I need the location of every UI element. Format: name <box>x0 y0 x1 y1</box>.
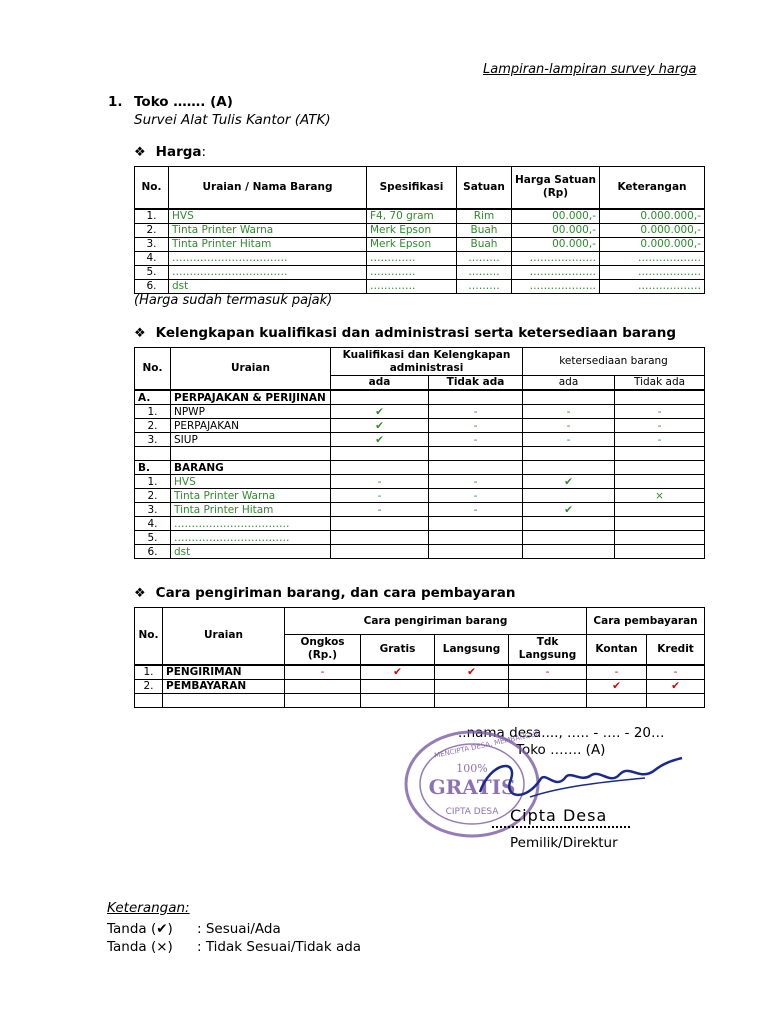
empty-cell <box>647 693 705 707</box>
empty-cell <box>429 447 523 461</box>
sub-header: Gratis <box>361 635 435 665</box>
place-date: ..nama desa...., ….. - …. - 20… <box>458 725 665 741</box>
check-mark: - <box>615 405 705 419</box>
table-row <box>135 665 705 680</box>
check-mark: - <box>615 419 705 433</box>
section-letter: A. <box>135 390 171 405</box>
check-mark: - <box>285 665 361 680</box>
table-row <box>135 405 705 419</box>
item-note: 0.000.000,- <box>600 237 705 251</box>
check-mark: - <box>587 665 647 680</box>
empty-cell <box>331 461 429 475</box>
item-price: ………………. <box>512 265 600 279</box>
pengiriman-table <box>134 607 705 708</box>
keterangan-desc: : Tidak Sesuai/Tidak ada <box>197 939 362 955</box>
table-row <box>135 489 705 503</box>
keterangan-item <box>107 921 281 937</box>
item-unit: ……… <box>457 251 512 265</box>
item-name: …………………………… <box>169 251 367 265</box>
harga-heading <box>134 144 206 160</box>
check-mark: ✔ <box>647 679 705 693</box>
col-header: Keterangan <box>600 167 705 209</box>
section-title: PERPAJAKAN & PERIJINAN <box>171 390 331 405</box>
table-row <box>135 265 705 279</box>
col-header: Harga Satuan (Rp) <box>512 167 600 209</box>
check-mark <box>523 489 615 503</box>
kelengkapan-heading-text: Kelengkapan kualifikasi dan administrasi serta ketersediaan barang <box>155 325 677 341</box>
col-header: Uraian <box>171 348 331 391</box>
item-name: Tinta Printer Warna <box>169 223 367 237</box>
item-name: HVS <box>171 475 331 489</box>
row-number: 3. <box>135 237 169 251</box>
check-mark: ✔ <box>587 679 647 693</box>
item-name: dst <box>171 545 331 559</box>
table-row <box>135 503 705 517</box>
check-mark <box>523 545 615 559</box>
check-mark: - <box>523 405 615 419</box>
sub-header: Ongkos (Rp.) <box>285 635 361 665</box>
row-number: 2. <box>135 679 163 693</box>
table-row <box>135 279 705 293</box>
empty-cell <box>171 447 331 461</box>
check-mark: - <box>523 419 615 433</box>
check-mark <box>509 679 587 693</box>
table-row <box>135 475 705 489</box>
item-name: …………………………… <box>169 265 367 279</box>
empty-cell <box>163 693 285 707</box>
item-name: Tinta Printer Hitam <box>169 237 367 251</box>
check-mark: - <box>647 665 705 680</box>
item-price: 00.000,- <box>512 209 600 224</box>
check-mark: - <box>429 419 523 433</box>
check-mark: ✔ <box>331 433 429 447</box>
harga-heading-text: Harga <box>155 144 202 160</box>
col-header: Uraian / Nama Barang <box>169 167 367 209</box>
check-mark <box>331 531 429 545</box>
check-mark <box>523 531 615 545</box>
table-row <box>135 433 705 447</box>
item-name: Tinta Printer Warna <box>171 489 331 503</box>
stamp-bottom-text: CIPTA DESA <box>445 807 499 817</box>
empty-cell <box>285 693 361 707</box>
col-header: Uraian <box>163 608 285 665</box>
check-mark: - <box>429 489 523 503</box>
table-row <box>135 223 705 237</box>
item-spec: …………. <box>367 265 457 279</box>
check-mark: - <box>429 405 523 419</box>
check-mark <box>429 517 523 531</box>
empty-cell <box>331 447 429 461</box>
check-mark <box>523 517 615 531</box>
item-note: 0.000.000,- <box>600 209 705 224</box>
col-header: Satuan <box>457 167 512 209</box>
item-name: PENGIRIMAN <box>163 665 285 680</box>
toko-title: Toko ……. (A) <box>134 94 233 110</box>
pengiriman-heading-text: Cara pengiriman barang, dan cara pembayaran <box>155 585 516 601</box>
section-title: BARANG <box>171 461 331 475</box>
item-note: ……………… <box>600 251 705 265</box>
check-mark: - <box>331 489 429 503</box>
empty-cell <box>429 390 523 405</box>
keterangan-desc: : Sesuai/Ada <box>197 921 281 937</box>
item-price: ………………. <box>512 279 600 293</box>
handwritten-signature-icon <box>470 752 690 812</box>
empty-cell <box>615 390 705 405</box>
section-row <box>135 461 705 475</box>
empty-cell <box>429 461 523 475</box>
check-mark <box>615 545 705 559</box>
stamp-ring-text: MENCIPTA DESA, MEMBANGUN <box>433 729 542 760</box>
item-unit: Rim <box>457 209 512 224</box>
empty-cell <box>587 693 647 707</box>
item-note: ……………… <box>600 265 705 279</box>
item-name: SIUP <box>171 433 331 447</box>
check-mark: ✔ <box>523 475 615 489</box>
check-mark: ✔ <box>435 665 509 680</box>
item-unit: Buah <box>457 223 512 237</box>
section-row <box>135 390 705 405</box>
col-header: No. <box>135 348 171 391</box>
table-row <box>135 251 705 265</box>
row-number: 1. <box>135 665 163 680</box>
item-note: 0.000.000,- <box>600 223 705 237</box>
keterangan-item <box>107 939 361 955</box>
row-number: 1. <box>135 209 169 224</box>
table-row <box>135 545 705 559</box>
col-header: No. <box>135 608 163 665</box>
item-price: 00.000,- <box>512 223 600 237</box>
sub-header: Tidak ada <box>429 376 523 391</box>
col-header: Kualifikasi dan Kelengkapan administrasi <box>331 348 523 376</box>
table-row <box>135 237 705 251</box>
kelengkapan-heading <box>134 325 676 341</box>
item-spec: …………. <box>367 279 457 293</box>
kelengkapan-table <box>134 347 705 559</box>
col-header: ketersediaan barang <box>523 348 705 376</box>
row-number: 6. <box>135 279 169 293</box>
check-mark: - <box>331 503 429 517</box>
check-mark: - <box>429 503 523 517</box>
row-number: 5. <box>135 531 171 545</box>
item-name: PEMBAYARAN <box>163 679 285 693</box>
check-mark <box>615 475 705 489</box>
row-number: 1. <box>135 405 171 419</box>
check-mark: - <box>615 433 705 447</box>
item-unit: Buah <box>457 237 512 251</box>
table-row <box>135 531 705 545</box>
row-number: 4. <box>135 251 169 265</box>
check-mark: ✔ <box>361 665 435 680</box>
check-mark: ✔ <box>331 405 429 419</box>
table-row <box>135 209 705 224</box>
check-mark <box>435 679 509 693</box>
item-spec: Merk Epson <box>367 237 457 251</box>
check-mark <box>429 545 523 559</box>
item-price: 00.000,- <box>512 237 600 251</box>
toko-subtitle: Survei Alat Tulis Kantor (ATK) <box>134 112 331 128</box>
check-mark <box>331 517 429 531</box>
sub-header: ada <box>523 376 615 391</box>
row-number: 2. <box>135 489 171 503</box>
row-number: 2. <box>135 419 171 433</box>
toko-number: 1. <box>108 94 123 110</box>
stamp-main-text: GRATIS <box>428 775 516 799</box>
keterangan-title: Keterangan: <box>107 900 190 916</box>
item-spec: Merk Epson <box>367 223 457 237</box>
col-header: No. <box>135 167 169 209</box>
keterangan-label: Tanda (✔) <box>107 921 173 937</box>
row-number: 5. <box>135 265 169 279</box>
sub-header: Tdk Langsung <box>509 635 587 665</box>
sub-header: Kontan <box>587 635 647 665</box>
row-number: 1. <box>135 475 171 489</box>
empty-cell <box>509 693 587 707</box>
row-number: 4. <box>135 517 171 531</box>
signer-role: Pemilik/Direktur <box>510 835 618 851</box>
col-header: Cara pengiriman barang <box>285 608 587 635</box>
item-name: Tinta Printer Hitam <box>171 503 331 517</box>
toko-heading <box>108 94 233 110</box>
table-row <box>135 679 705 693</box>
item-name: PERPAJAKAN <box>171 419 331 433</box>
check-mark: - <box>509 665 587 680</box>
check-mark <box>615 517 705 531</box>
check-mark <box>429 531 523 545</box>
empty-cell <box>135 693 163 707</box>
pengiriman-heading <box>134 585 515 601</box>
sub-header: Langsung <box>435 635 509 665</box>
section-letter: B. <box>135 461 171 475</box>
harga-heading-suffix: : <box>201 144 207 160</box>
sub-header: ada <box>331 376 429 391</box>
item-price: ………………. <box>512 251 600 265</box>
empty-cell <box>615 447 705 461</box>
item-unit: ……… <box>457 279 512 293</box>
sub-header: Kredit <box>647 635 705 665</box>
check-mark: ✔ <box>523 503 615 517</box>
item-unit: ……… <box>457 265 512 279</box>
check-mark <box>361 679 435 693</box>
row-number: 2. <box>135 223 169 237</box>
check-mark: - <box>523 433 615 447</box>
item-name: …………………………… <box>171 531 331 545</box>
diamond-bullet-icon: ❖ <box>134 145 146 160</box>
table-row <box>135 517 705 531</box>
empty-cell <box>523 447 615 461</box>
table-row <box>135 419 705 433</box>
check-mark: - <box>331 475 429 489</box>
item-spec: F4, 70 gram <box>367 209 457 224</box>
signature-toko: Toko ……. (A) <box>516 742 606 758</box>
signature-underline <box>492 826 630 828</box>
check-mark: - <box>429 475 523 489</box>
empty-cell <box>615 461 705 475</box>
item-name: dst <box>169 279 367 293</box>
check-mark: - <box>429 433 523 447</box>
empty-cell <box>135 447 171 461</box>
harga-table <box>134 166 705 294</box>
item-note: ……………… <box>600 279 705 293</box>
check-mark <box>615 503 705 517</box>
item-name: NPWP <box>171 405 331 419</box>
spacer-row <box>135 693 705 707</box>
empty-cell <box>331 390 429 405</box>
row-number: 3. <box>135 433 171 447</box>
row-number: 6. <box>135 545 171 559</box>
check-mark <box>615 531 705 545</box>
item-spec: …………. <box>367 251 457 265</box>
diamond-bullet-icon: ❖ <box>134 326 146 341</box>
check-mark <box>285 679 361 693</box>
empty-cell <box>523 390 615 405</box>
empty-cell <box>361 693 435 707</box>
sub-header: Tidak ada <box>615 376 705 391</box>
keterangan-label: Tanda (×) <box>107 939 173 955</box>
col-header: Spesifikasi <box>367 167 457 209</box>
spacer-row <box>135 447 705 461</box>
check-mark: ✔ <box>331 419 429 433</box>
item-name: …………………………… <box>171 517 331 531</box>
col-header: Cara pembayaran <box>587 608 705 635</box>
empty-cell <box>523 461 615 475</box>
harga-note: (Harga sudah termasuk pajak) <box>134 293 333 308</box>
row-number: 3. <box>135 503 171 517</box>
signer-name: Cipta Desa <box>510 806 608 825</box>
check-mark <box>331 545 429 559</box>
diamond-bullet-icon: ❖ <box>134 586 146 601</box>
item-name: HVS <box>169 209 367 224</box>
stamp-percent: 100% <box>456 762 488 775</box>
header-note: Lampiran-lampiran survey harga <box>483 62 697 77</box>
empty-cell <box>435 693 509 707</box>
check-mark: × <box>615 489 705 503</box>
